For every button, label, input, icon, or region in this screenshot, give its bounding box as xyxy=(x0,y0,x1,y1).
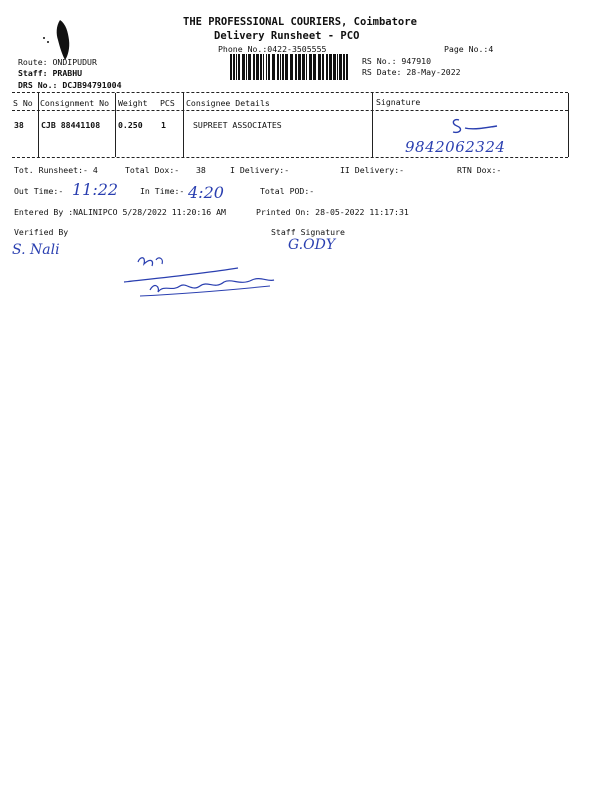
drs-number: DRS No.: DCJB94791004 xyxy=(18,80,122,90)
table-top-rule xyxy=(12,92,568,93)
barcode-bar xyxy=(322,54,324,80)
barcode-bar xyxy=(290,54,293,80)
barcode-bar xyxy=(285,54,288,80)
barcode-bar xyxy=(233,54,235,80)
barcode-bar xyxy=(326,54,328,80)
verified-by-label: Verified By xyxy=(14,227,69,237)
col-divider xyxy=(568,93,569,157)
barcode-bar xyxy=(346,54,348,80)
total-dox-label: Total Dox:- xyxy=(125,165,180,175)
rs-number: RS No.: 947910 xyxy=(362,56,432,66)
printed-on: Printed On: 28-05-2022 11:17:31 xyxy=(256,207,409,217)
barcode-bar xyxy=(337,54,338,80)
in-time-handwritten: 4:20 xyxy=(188,183,224,202)
header-weight: Weight xyxy=(118,98,148,108)
barcode-bar xyxy=(242,54,245,80)
barcode-bar xyxy=(343,54,345,80)
row-pcs: 1 xyxy=(161,120,166,130)
barcode-bar xyxy=(309,54,312,80)
handwritten-phone: 9842062324 xyxy=(405,138,506,156)
page-number: Page No.:4 xyxy=(444,44,494,54)
barcode-bar xyxy=(277,54,279,80)
header-signature: Signature xyxy=(376,97,421,107)
barcode-bar xyxy=(329,54,332,80)
barcode-bar xyxy=(295,54,297,80)
out-time-handwritten: 11:22 xyxy=(72,180,119,199)
barcode-bar xyxy=(248,54,251,80)
staff-signature: G.ODY xyxy=(288,237,336,253)
document-title: Delivery Runsheet - PCO xyxy=(214,30,360,42)
barcode-bar xyxy=(302,54,305,80)
col-divider xyxy=(183,93,184,157)
barcode-bar xyxy=(339,54,342,80)
barcode-bar xyxy=(306,54,307,80)
verified-signature: S. Nali xyxy=(12,242,60,258)
barcode-bar xyxy=(272,54,275,80)
table-bottom-rule xyxy=(12,157,568,158)
rs-date: RS Date: 28-May-2022 xyxy=(362,67,461,77)
table-header-rule xyxy=(12,110,568,111)
barcode xyxy=(230,54,350,80)
col-divider xyxy=(115,93,116,157)
barcode-bar xyxy=(236,54,237,80)
barcode-bar xyxy=(280,54,281,80)
barcode-bar xyxy=(313,54,316,80)
header-pcs: PCS xyxy=(160,98,175,108)
barcode-bar xyxy=(282,54,284,80)
scribble-signature xyxy=(120,252,280,306)
staff-signature-label: Staff Signature xyxy=(271,227,345,237)
barcode-bar xyxy=(266,54,267,80)
barcode-bar xyxy=(263,54,264,80)
col-divider xyxy=(372,93,373,157)
barcode-bar xyxy=(238,54,240,80)
header-consignment: Consignment No xyxy=(40,98,110,108)
barcode-bar xyxy=(253,54,255,80)
row-consignee: SUPREET ASSOCIATES xyxy=(193,120,282,130)
header-consignee: Consignee Details xyxy=(186,98,270,108)
in-time-label: In Time:- xyxy=(140,186,185,196)
barcode-bar xyxy=(230,54,232,80)
barcode-bar xyxy=(246,54,247,80)
barcode-bar xyxy=(298,54,301,80)
header-sno: S No xyxy=(13,98,33,108)
row-sno: 38 xyxy=(14,120,24,130)
out-time-label: Out Time:- xyxy=(14,186,64,196)
staff-label: Staff: PRABHU xyxy=(18,68,83,78)
barcode-bar xyxy=(260,54,262,80)
i-delivery: I Delivery:- xyxy=(230,165,290,175)
row-consignment: CJB 88441108 xyxy=(41,120,101,130)
total-pod: Total POD:- xyxy=(260,186,315,196)
barcode-bar xyxy=(268,54,270,80)
phone-number: Phone No.:0422-3505555 xyxy=(218,44,327,54)
barcode-bar xyxy=(333,54,336,80)
entered-by: Entered By :NALINIPCO 5/28/2022 11:20:16 AM xyxy=(14,207,226,217)
row-weight: 0.250 xyxy=(118,120,143,130)
barcode-bar xyxy=(256,54,259,80)
col-divider xyxy=(38,93,39,157)
company-name: THE PROFESSIONAL COURIERS, Coimbatore xyxy=(183,16,417,28)
total-dox-value: 38 xyxy=(196,165,206,175)
ii-delivery: II Delivery:- xyxy=(340,165,405,175)
route-label: Route: ONDIPUDUR xyxy=(18,57,97,67)
tot-runsheet: Tot. Runsheet:- 4 xyxy=(14,165,98,175)
rtn-dox: RTN Dox:- xyxy=(457,165,502,175)
barcode-bar xyxy=(318,54,321,80)
